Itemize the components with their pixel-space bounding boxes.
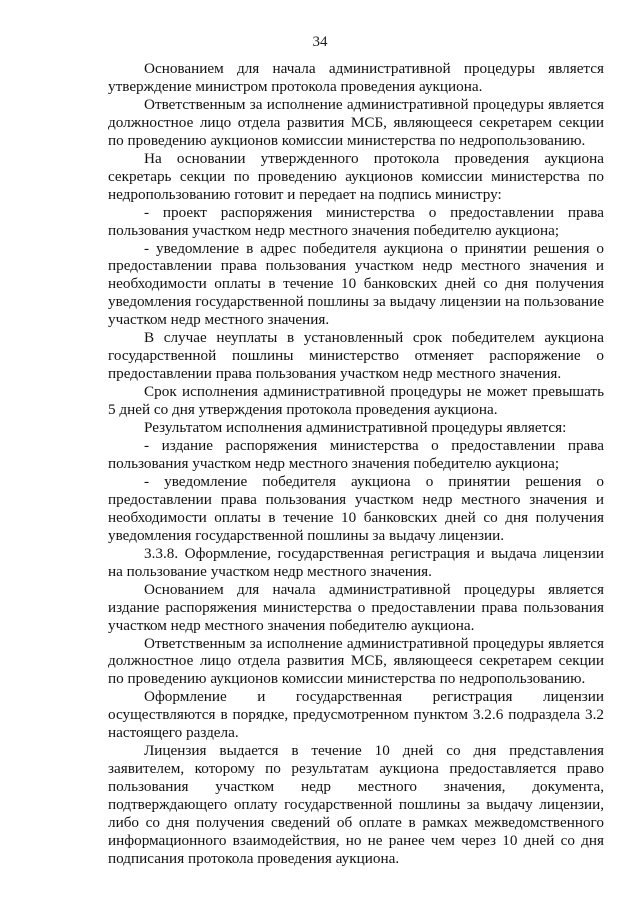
page-number: 34	[312, 34, 328, 50]
paragraph: На основании утвержденного протокола проведения аукциона секретарь секции по проведению аукционов комиссии министерства по недропользованию готовит и передает на подпись министру:	[108, 149, 604, 203]
list-item-paragraph: - уведомление в адрес победителя аукциона о принятии решения о предоставлении права пользования участком недр местного значения и необходимости оплаты в течение 10 банковских дней со дня получения уведомления государственной пошлины за выдачу лицензии на пользование участком недр местного значения.	[108, 239, 604, 329]
paragraph: В случае неуплаты в установленный срок победителем аукциона государственной пошлины министерство отменяет распоряжение о предоставлении права пользования участком недр местного значения.	[108, 329, 604, 383]
list-item-paragraph: - издание распоряжения министерства о предоставлении права пользования участком недр местного значения победителю аукциона;	[108, 437, 604, 472]
document-body	[108, 60, 604, 868]
paragraph: Основанием для начала административной процедуры является издание распоряжения министерства о предоставлении права пользования участком недр местного значения победителю аукциона.	[108, 580, 604, 634]
paragraph: Результатом исполнения административной процедуры является:	[144, 419, 567, 437]
paragraph: Основанием для начала административной процедуры является утверждение министром протокола проведения аукциона.	[108, 60, 604, 95]
section-heading-paragraph: 3.3.8. Оформление, государственная регистрация и выдача лицензии на пользование участком недр местного значения.	[108, 544, 604, 580]
list-item-paragraph: - уведомление победителя аукциона о принятии решения о предоставлении права пользования участком недр местного значения и необходимости оплаты в течение 10 банковских дней со дня получения уведомления государственной пошлины за выдачу лицензии.	[108, 472, 604, 544]
paragraph: Ответственным за исполнение административной процедуры является должностное лицо отдела развития МСБ, являющееся секретарем секции по проведению аукционов комиссии министерства по недропользованию.	[108, 634, 604, 688]
paragraph: Лицензия выдается в течение 10 дней со дня представления заявителем, которому по результатам аукциона предоставляется право пользования участком недр местного значения, документа, подтверждающего оплату государственной пошлины за выдачу лицензии, либо со дня получения сведений об оплате в рамках межведомственного информационного взаимодействия, но не ранее чем через 10 дней со дня подписания протокола проведения аукциона.	[108, 742, 604, 867]
list-item-paragraph: - проект распоряжения министерства о предоставлении права пользования участком недр местного значения победителю аукциона;	[108, 203, 604, 239]
paragraph: Оформление и государственная регистрация лицензии осуществляются в порядке, предусмотренном пунктом 3.2.6 подраздела 3.2 настоящего раздела.	[108, 688, 604, 742]
paragraph: Ответственным за исполнение административной процедуры является должностное лицо отдела развития МСБ, являющееся секретарем секции по проведению аукционов комиссии министерства по недропользованию.	[108, 95, 604, 149]
paragraph: Срок исполнения административной процедуры не может превышать 5 дней со дня утверждения протокола проведения аукциона.	[108, 383, 604, 419]
